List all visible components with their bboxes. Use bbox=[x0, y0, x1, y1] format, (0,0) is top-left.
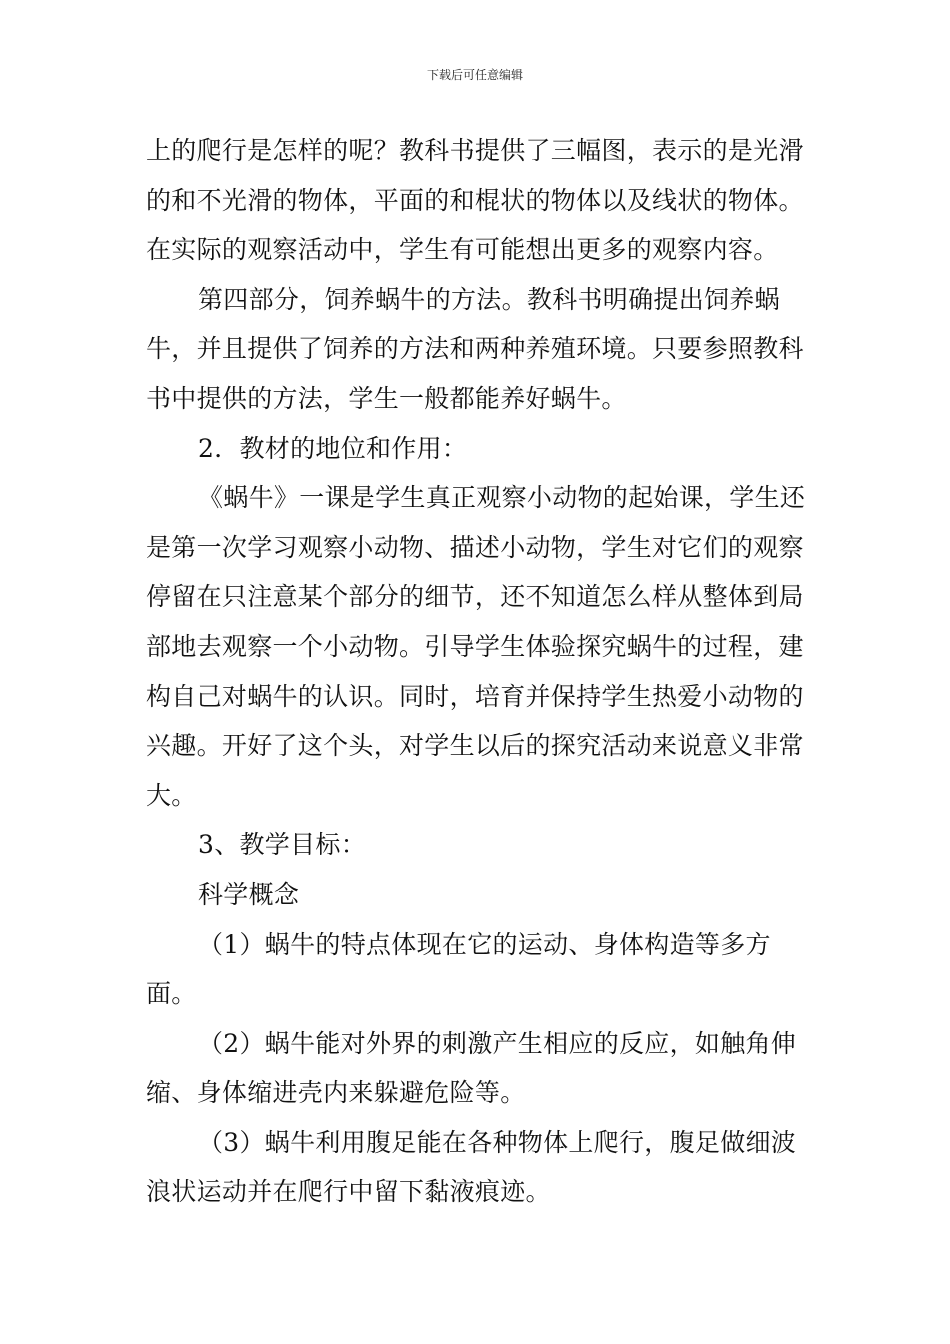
list-item-concept-1: （1）蜗牛的特点体现在它的运动、身体构造等多方面。 bbox=[146, 929, 771, 1009]
paragraph-continuation: 上的爬行是怎样的呢？教科书提供了三幅图，表示的是光滑的和不光滑的物体，平面的和棍状的物体以及线状的物体。在实际的观察活动中，学生有可能想出更多的观察内容。 bbox=[146, 136, 804, 265]
paragraph-role: 《蜗牛》一课是学生真正观察小动物的起始课，学生还是第一次学习观察小动物、描述小动物，学生对它们的观察停留在只注意某个部分的细节，还不知道怎么样从整体到局部地去观察一个小动物。引导学生体验探究蜗牛的过程，建构自己对蜗牛的认识。同时，培育并保持学生热爱小动物的兴趣。开好了这个头，对学生以后的探究活动来说意义非常大。 bbox=[146, 483, 806, 810]
document-body bbox=[146, 126, 814, 1217]
page-header: 下载后可任意编辑 bbox=[426, 68, 523, 82]
subheading-science-concepts: 科学概念 bbox=[198, 879, 300, 909]
section-heading-role: 2．教材的地位和作用： bbox=[198, 433, 468, 463]
section-heading-goals: 3、教学目标： bbox=[198, 830, 367, 860]
list-item-concept-3: （3）蜗牛利用腹足能在各种物体上爬行，腹足做细波浪状运动并在爬行中留下黏液痕迹。 bbox=[146, 1127, 797, 1207]
list-item-concept-2: （2）蜗牛能对外界的刺激产生相应的反应，如触角伸缩、身体缩进壳内来躲避危险等。 bbox=[146, 1028, 797, 1108]
paragraph-part-four: 第四部分，饲养蜗牛的方法。教科书明确提出饲养蜗牛，并且提供了饲养的方法和两种养殖环境。只要参照教科书中提供的方法，学生一般都能养好蜗牛。 bbox=[146, 284, 804, 413]
